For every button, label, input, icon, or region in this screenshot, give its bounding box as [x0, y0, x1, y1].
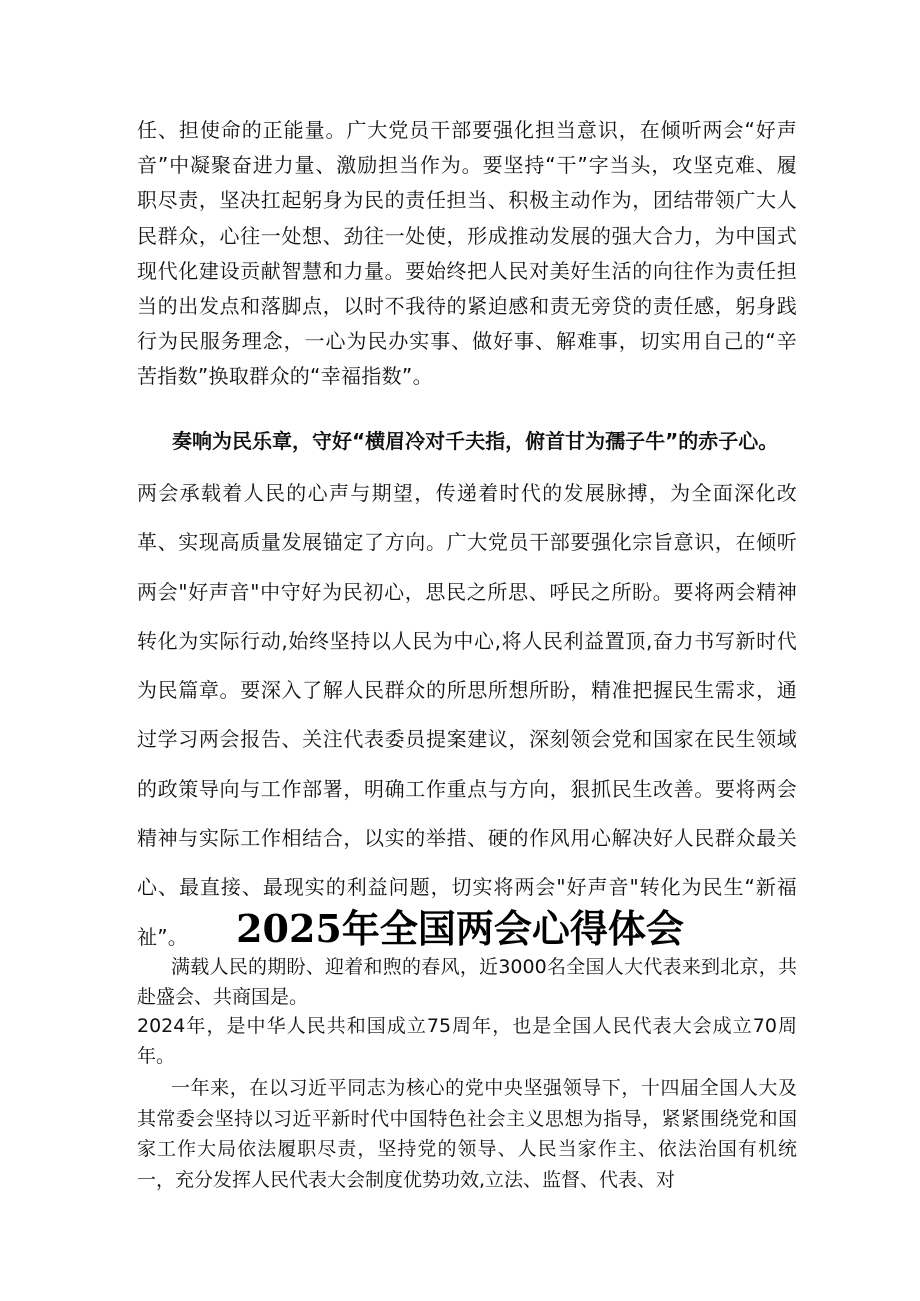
article-paragraph-anniversary: 2024年，是中华人民共和国成立75周年，也是全国人民代表大会成立70周年。	[137, 1015, 797, 1067]
body-paragraph-responsibility: 任、担使命的正能量。广大党员干部要强化担当意识，在倾听两会“好声音”中凝聚奋进力量、激励担当作为。要坚持“干”字当头，攻坚克难、履职尽责，坚决扛起躬身为民的责任担当、积极主动作为，团结带领广大人民群众，心往一处想、劲往一处使，形成推动发展的强大合力，为中国式现代化建设贡献智慧和力量。要始终把人民对美好生活的向往作为责任担当的出发点和落脚点，以时不我待的紧迫感和责无旁贷的责任感，躬身践行为民服务理念，一心为民办实事、做好事、解难事，切实用自己的“辛苦指数”换取群众的“幸福指数”。	[137, 118, 797, 389]
article-paragraph-review: 一年来，在以习近平同志为核心的党中央坚强领导下，十四届全国人大及其常委会坚持以习近平新时代中国特色社会主义思想为指导，紧紧围绕党和国家工作大局依法履职尽责，坚持党的领导、人民当家作主、依法治国有机统一，充分发挥人民代表大会制度优势功效,立法、监督、代表、对	[137, 1077, 797, 1191]
section-heading-people: 奏响为民乐章，守好“横眉冷对千夫指，俯首甘为孺子牛”的赤子心。	[172, 429, 779, 453]
article-body	[137, 953, 797, 1195]
body-paragraph-people: 两会承载着人民的心声与期望，传递着时代的发展脉搏，为全面深化改革、实现高质量发展锚定了方向。广大党员干部要强化宗旨意识，在倾听两会"好声音"中守好为民初心，思民之所思、呼民之所盼。要将两会精神转化为实际行动,始终坚持以人民为中心,将人民利益置顶,奋力书写新时代为民篇章。要深入了解人民群众的所思所想所盼，精准把握民生需求，通过学习两会报告、关注代表委员提案建议，深刻领会党和国家在民生领域的政策导向与工作部署，明确工作重点与方向，狠抓民生改善。要将两会精神与实际工作相结合，以实的举措、硬的作风用心解决好人民群众最关心、最直接、最现实的利益问题，切实将两会"好声音"转化为民生“新福祉”。	[137, 481, 797, 949]
article-paragraph-intro: 满载人民的期盼、迎着和煦的春风，近3000名全国人大代表来到北京，共赴盛会、共商国是。	[137, 956, 797, 1008]
article-title: 2025年全国两会心得体会	[236, 906, 684, 951]
